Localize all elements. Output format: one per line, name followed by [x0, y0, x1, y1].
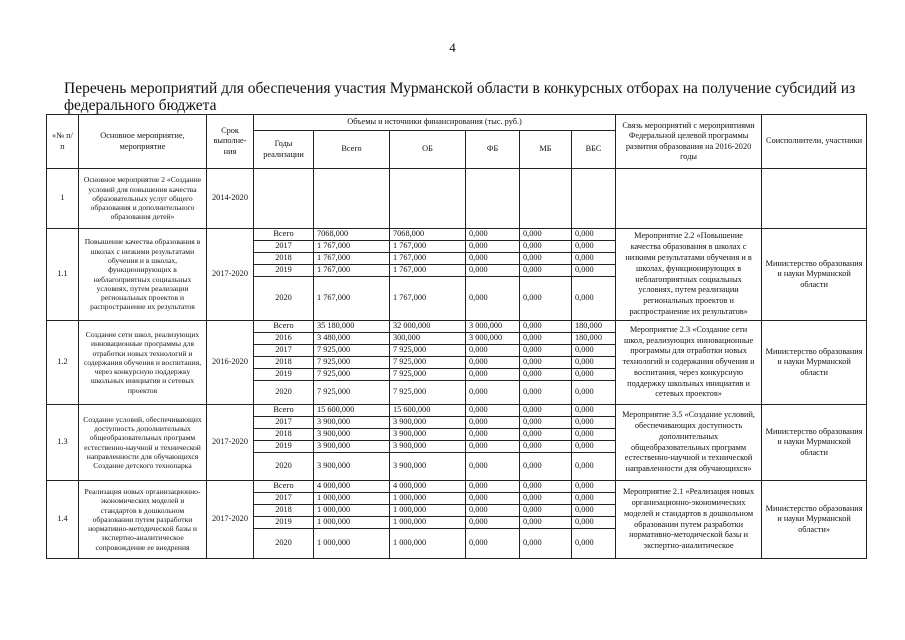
cell-total: 35 180,000	[314, 321, 390, 333]
page-number: 4	[449, 40, 456, 55]
cell-mb: 0,000	[520, 333, 572, 345]
cell-vbs: 0,000	[572, 357, 616, 369]
table-row	[47, 405, 867, 417]
cell-total: 1 000,000	[314, 505, 390, 517]
cell-fb: 0,000	[466, 429, 520, 441]
cell-vbs: 180,000	[572, 321, 616, 333]
cell-mb: 0,000	[520, 529, 572, 559]
row-activity: Создание условий, обеспечивающих доступность дополнительных общеобразовательных программ естественно-научной и технической направленности для обучающихся Создание детского технопарка	[79, 405, 207, 481]
cell-total: 1 000,000	[314, 493, 390, 505]
row-activity: Реализация новых организационно-экономических моделей и стандартов в дошкольном образовании путем разработки нормативно-методической базы и экспертно-аналитическое сопровождение ее внедрения	[79, 481, 207, 559]
row-num: 1.2	[47, 321, 79, 405]
cell-mb: 0,000	[520, 493, 572, 505]
cell-ob: 7 925,000	[390, 345, 466, 357]
row-coexec: Министерство образования и науки Мурманской области	[762, 229, 867, 321]
cell-year: 2019	[254, 369, 314, 381]
cell-vbs: 0,000	[572, 429, 616, 441]
cell-ob: 1 000,000	[390, 529, 466, 559]
cell-mb: 0,000	[520, 405, 572, 417]
header-ob: ОБ	[390, 131, 466, 169]
cell-fb: 0,000	[466, 253, 520, 265]
cell-mb: 0,000	[520, 417, 572, 429]
header-link: Связь мероприятий с мероприятиями Федеральной целевой программы развития образования на 2016-2020 годы	[616, 115, 762, 169]
row-link: Мероприятие 3.5 «Создание условий, обеспечивающих доступность дополнительных общеобразовательных программ естественно-научной и технической направленности для обучающихся»	[616, 405, 762, 481]
cell-mb: 0,000	[520, 369, 572, 381]
cell-fb: 0,000	[466, 529, 520, 559]
header-fb: ФБ	[466, 131, 520, 169]
cell-year: 2018	[254, 253, 314, 265]
cell-fb: 0,000	[466, 405, 520, 417]
row-term: 2017-2020	[207, 481, 254, 559]
row-term: 2016-2020	[207, 321, 254, 405]
cell-mb: 0,000	[520, 229, 572, 241]
header-mb: МБ	[520, 131, 572, 169]
cell-ob: 1 767,000	[390, 265, 466, 277]
cell-fb: 0,000	[466, 357, 520, 369]
cell-vbs: 0,000	[572, 441, 616, 453]
cell-total: 7 925,000	[314, 369, 390, 381]
cell-vbs: 0,000	[572, 529, 616, 559]
cell-mb: 0,000	[520, 357, 572, 369]
cell-mb: 0,000	[520, 429, 572, 441]
cell-vbs: 0,000	[572, 229, 616, 241]
cell-year: 2017	[254, 241, 314, 253]
cell-year: 2020	[254, 529, 314, 559]
row-term: 2017-2020	[207, 229, 254, 321]
cell-ob: 7 925,000	[390, 381, 466, 405]
cell-total: 7068,000	[314, 229, 390, 241]
cell-ob: 4 000,000	[390, 481, 466, 493]
cell-ob: 7 925,000	[390, 369, 466, 381]
cell-year: 2017	[254, 493, 314, 505]
cell-fb: 0,000	[466, 517, 520, 529]
cell-ob: 7068,000	[390, 229, 466, 241]
cell-total: 1 767,000	[314, 277, 390, 321]
header-num: «№ п/п	[47, 115, 79, 169]
cell-fb: 0,000	[466, 345, 520, 357]
row-coexec: Министерство образования и науки Мурманской области	[762, 321, 867, 405]
row-term: 2014-2020	[207, 169, 254, 229]
cell-year: 2016	[254, 333, 314, 345]
document-title: Перечень мероприятий для обеспечения участия Мурманской области в конкурсных отборах на получение субсидий из федерального бюджета	[64, 80, 856, 114]
cell-mb: 0,000	[520, 481, 572, 493]
cell-ob: 3 900,000	[390, 453, 466, 481]
cell-year: 2020	[254, 453, 314, 481]
table-row	[47, 169, 867, 229]
row-num: 1.4	[47, 481, 79, 559]
cell-fb: 0,000	[466, 229, 520, 241]
cell-vbs: 0,000	[572, 345, 616, 357]
cell-ob: 1 767,000	[390, 241, 466, 253]
cell-fb: 0,000	[466, 369, 520, 381]
cell-ob: 300,000	[390, 333, 466, 345]
cell-total: 1 767,000	[314, 241, 390, 253]
cell-mb: 0,000	[520, 345, 572, 357]
table-body	[47, 169, 867, 559]
table-row	[47, 229, 867, 241]
cell-ob: 1 000,000	[390, 517, 466, 529]
cell-fb: 0,000	[466, 381, 520, 405]
cell-year: Всего	[254, 229, 314, 241]
cell-mb: 0,000	[520, 505, 572, 517]
cell-year: Всего	[254, 321, 314, 333]
header-coexec: Соисполнители, участники	[762, 115, 867, 169]
cell-fb: 0,000	[466, 481, 520, 493]
cell-vbs: 0,000	[572, 417, 616, 429]
cell-vbs: 0,000	[572, 453, 616, 481]
cell-fb: 0,000	[466, 453, 520, 481]
cell-year: 2020	[254, 277, 314, 321]
cell-mb: 0,000	[520, 381, 572, 405]
row-activity: Повышение качества образования в школах с низкими результатами обучения и в школах, функционирующих в неблагоприятных социальных условиях, путем реализации региональных проектов и распространение их результатов	[79, 229, 207, 321]
cell-total: 3 480,000	[314, 333, 390, 345]
row-num: 1.3	[47, 405, 79, 481]
cell-year: 2017	[254, 417, 314, 429]
cell-total: 4 000,000	[314, 481, 390, 493]
cell-vbs: 0,000	[572, 481, 616, 493]
row-coexec: Министерство образования и науки Мурманской области»	[762, 481, 867, 559]
cell-vbs: 0,000	[572, 369, 616, 381]
cell-ob: 32 000,000	[390, 321, 466, 333]
cell-ob: 3 900,000	[390, 429, 466, 441]
cell-vbs: 0,000	[572, 265, 616, 277]
cell-mb: 0,000	[520, 321, 572, 333]
cell-total: 3 900,000	[314, 429, 390, 441]
cell-fb: 0,000	[466, 493, 520, 505]
row-num: 1	[47, 169, 79, 229]
cell-fb: 0,000	[466, 277, 520, 321]
header-years: Годы реализации	[254, 131, 314, 169]
cell-mb: 0,000	[520, 453, 572, 481]
cell-vbs: 180,000	[572, 333, 616, 345]
cell-year: 2018	[254, 505, 314, 517]
cell-ob: 7 925,000	[390, 357, 466, 369]
cell-ob: 3 900,000	[390, 417, 466, 429]
cell-ob: 1 767,000	[390, 253, 466, 265]
cell-year: 2019	[254, 517, 314, 529]
cell-ob: 3 900,000	[390, 441, 466, 453]
cell-fb: 0,000	[466, 417, 520, 429]
cell-mb: 0,000	[520, 277, 572, 321]
cell-vbs: 0,000	[572, 517, 616, 529]
row-coexec: Министерство образования и науки Мурманской области	[762, 405, 867, 481]
cell-mb: 0,000	[520, 241, 572, 253]
row-link: Мероприятие 2.3 «Создание сети школ, реализующих инновационные программы для отработки новых технологий и содержания обучения и воспитания, через конкурсную поддержку школьных инициатив и сетевых проектов»	[616, 321, 762, 405]
cell-ob: 1 000,000	[390, 493, 466, 505]
cell-total: 7 925,000	[314, 345, 390, 357]
cell-mb: 0,000	[520, 265, 572, 277]
row-link: Мероприятие 2.2 «Повышение качества образования в школах с низкими результатами обучения и в школах, функционирующих в неблагоприятных социальных условиях, путем реализации региональных проектов и распространение их результатов»	[616, 229, 762, 321]
cell-total: 7 925,000	[314, 381, 390, 405]
cell-fb: 0,000	[466, 505, 520, 517]
header-financing: Объемы и источники финансирования (тыс. руб.)	[254, 115, 616, 131]
row-link: Мероприятие 2.1 «Реализация новых организационно-экономических моделей и стандартов в дошкольном образовании путем разработки нормативно-методической базы и экспертно-аналитическое	[616, 481, 762, 559]
cell-total: 15 600,000	[314, 405, 390, 417]
activities-table	[46, 114, 867, 559]
cell-year: 2020	[254, 381, 314, 405]
cell-vbs: 0,000	[572, 493, 616, 505]
cell-total: 3 900,000	[314, 441, 390, 453]
cell-year: 2018	[254, 429, 314, 441]
table-row	[47, 321, 867, 333]
row-activity: Создание сети школ, реализующих инновационные программы для отработки новых технологий и содержания обучения и воспитания, через конкурсную поддержку школьных инициатив и сетевых проектов	[79, 321, 207, 405]
cell-year: 2017	[254, 345, 314, 357]
table-row	[47, 481, 867, 493]
cell-vbs: 0,000	[572, 253, 616, 265]
cell-total: 1 767,000	[314, 265, 390, 277]
cell-ob: 1 767,000	[390, 277, 466, 321]
cell-total: 3 900,000	[314, 453, 390, 481]
header-total: Всего	[314, 131, 390, 169]
cell-total: 7 925,000	[314, 357, 390, 369]
header-term: Срок выполне-ния	[207, 115, 254, 169]
cell-year: 2019	[254, 265, 314, 277]
cell-ob: 1 000,000	[390, 505, 466, 517]
cell-year: 2019	[254, 441, 314, 453]
cell-total: 1 767,000	[314, 253, 390, 265]
cell-total: 1 000,000	[314, 529, 390, 559]
cell-total: 3 900,000	[314, 417, 390, 429]
cell-fb: 0,000	[466, 441, 520, 453]
cell-fb: 0,000	[466, 265, 520, 277]
cell-vbs: 0,000	[572, 505, 616, 517]
cell-vbs: 0,000	[572, 241, 616, 253]
cell-fb: 3 000,000	[466, 321, 520, 333]
header-activity: Основное мероприятие, мероприятие	[79, 115, 207, 169]
cell-total: 1 000,000	[314, 517, 390, 529]
cell-fb: 0,000	[466, 241, 520, 253]
cell-year: 2018	[254, 357, 314, 369]
cell-vbs: 0,000	[572, 405, 616, 417]
cell-year: Всего	[254, 405, 314, 417]
cell-ob: 15 600,000	[390, 405, 466, 417]
cell-mb: 0,000	[520, 253, 572, 265]
cell-mb: 0,000	[520, 441, 572, 453]
cell-fb: 3 000,000	[466, 333, 520, 345]
row-term: 2017-2020	[207, 405, 254, 481]
cell-vbs: 0,000	[572, 381, 616, 405]
cell-mb: 0,000	[520, 517, 572, 529]
row-num: 1.1	[47, 229, 79, 321]
cell-vbs: 0,000	[572, 277, 616, 321]
row-activity: Основное мероприятие 2 «Создание условий для повышения качества образовательных услуг общего образования и дополнительного образования детей»	[79, 169, 207, 229]
cell-year: Всего	[254, 481, 314, 493]
header-vbs: ВБС	[572, 131, 616, 169]
